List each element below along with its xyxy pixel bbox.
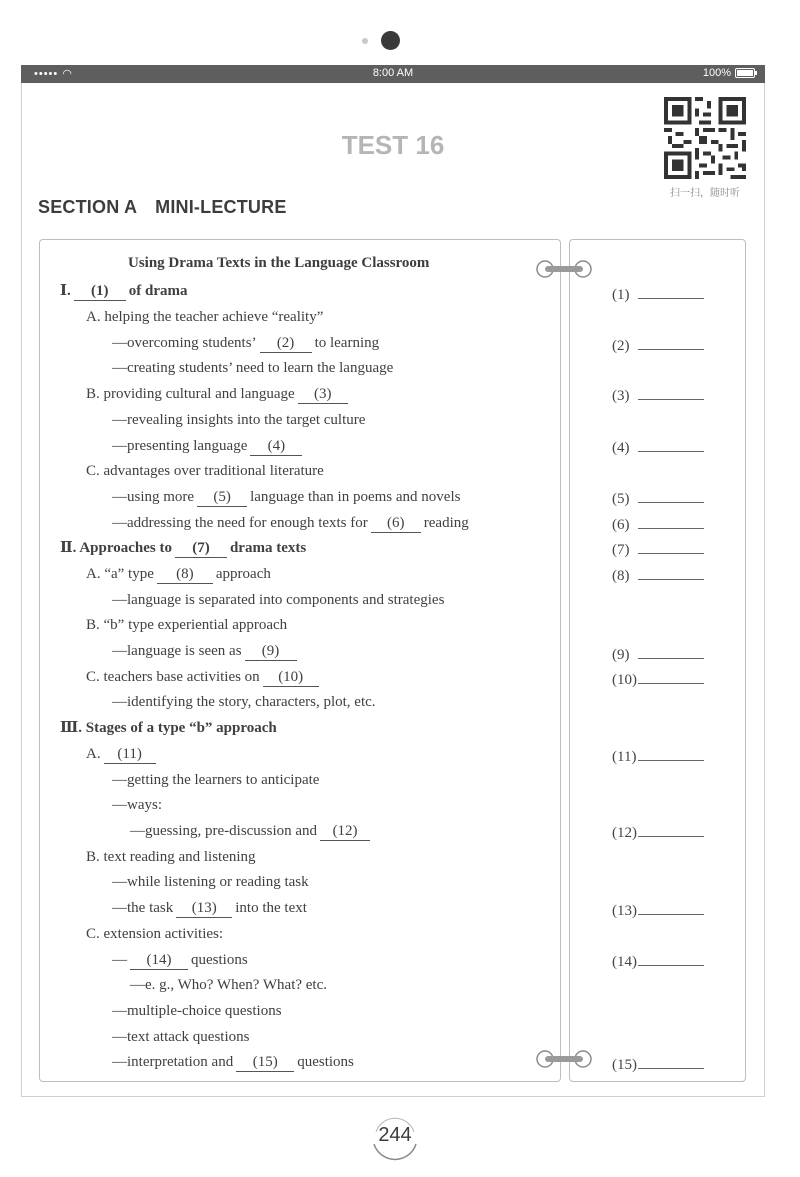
answer-blank[interactable]	[638, 488, 704, 503]
outline-line: A. helping the teacher achieve “reality”	[86, 309, 324, 325]
binder-ring-icon	[535, 1048, 595, 1070]
answer-line	[612, 488, 704, 509]
blank-field: (10)	[263, 668, 319, 687]
outline-line: —creating students’ need to learn the language	[112, 360, 394, 376]
line-text: —presenting language	[112, 438, 248, 454]
answer-line	[612, 437, 704, 458]
outline-line	[112, 1052, 354, 1072]
binder-ring-icon	[535, 258, 595, 280]
answer-blank[interactable]	[638, 669, 704, 684]
answer-number: (15)	[612, 1057, 637, 1073]
outline-line: Ⅲ. Stages of a type “b” approach	[60, 720, 277, 736]
outline-line	[112, 641, 300, 661]
blank-field: (7)	[175, 539, 227, 558]
answer-line	[612, 284, 704, 305]
outline-line: —while listening or reading task	[112, 874, 309, 890]
line-text: of drama	[128, 283, 188, 299]
outline-line	[112, 950, 248, 970]
line-text: —interpretation and	[112, 1054, 234, 1070]
answer-line	[612, 539, 704, 560]
answer-line	[612, 335, 704, 356]
line-text: language than in poems and novels	[250, 489, 461, 505]
blank-field: (9)	[245, 642, 297, 661]
answer-number: (10)	[612, 672, 637, 688]
outline-line: —getting the learners to anticipate	[112, 772, 320, 788]
answer-number: (5)	[612, 491, 630, 507]
outline-line	[112, 333, 379, 353]
line-text: A. “a” type	[86, 566, 154, 582]
qr-caption: 扫一扫，随时听	[670, 188, 740, 199]
section-label: SECTION A	[38, 197, 138, 217]
answer-number: (1)	[612, 287, 630, 303]
outline-line: —revealing insights into the target culture	[112, 412, 366, 428]
status-bar	[21, 65, 765, 83]
page-number	[368, 1110, 422, 1164]
test-title: TEST 16	[341, 130, 445, 160]
blank-field: (4)	[250, 437, 302, 456]
answer-blank[interactable]	[638, 385, 704, 400]
battery-icon	[735, 68, 755, 78]
outline-line: C. advantages over traditional literature	[86, 463, 324, 479]
line-text: into the text	[235, 900, 307, 916]
answer-line	[612, 565, 704, 586]
blank-field: (13)	[176, 899, 232, 918]
line-text: —addressing the need for enough texts for	[112, 515, 368, 531]
answer-blank[interactable]	[638, 822, 704, 837]
line-text: —guessing, pre-discussion and	[130, 823, 318, 839]
outline-line: —identifying the story, characters, plot, etc.	[112, 694, 376, 710]
line-text: questions	[191, 952, 248, 968]
outline-title: Using Drama Texts in the Language Classroom	[128, 255, 430, 271]
line-text: approach	[215, 566, 271, 582]
outline-line	[86, 384, 351, 404]
outline-line: B. “b” type experiential approach	[86, 617, 288, 633]
line-text: —	[112, 952, 127, 968]
camera-sensor	[362, 38, 368, 44]
line-text: —overcoming students’	[112, 335, 257, 351]
answer-line	[612, 900, 704, 921]
answer-number: (9)	[612, 647, 630, 663]
outline-line	[86, 564, 271, 584]
line-text: to learning	[314, 335, 380, 351]
answer-number: (2)	[612, 338, 630, 354]
line-text: —using more	[112, 489, 195, 505]
answer-line	[612, 1054, 704, 1075]
answer-line	[612, 669, 704, 690]
line-text: drama texts	[229, 540, 307, 556]
answer-blank[interactable]	[638, 514, 704, 529]
line-text: C. teachers base activities on	[86, 669, 260, 685]
camera-lens	[381, 31, 400, 50]
answer-blank[interactable]	[638, 1054, 704, 1069]
line-text: questions	[297, 1054, 354, 1070]
answer-line	[612, 951, 704, 972]
answer-number: (3)	[612, 388, 630, 404]
outline-line	[112, 513, 469, 533]
answer-blank[interactable]	[638, 437, 704, 452]
answer-blank[interactable]	[638, 644, 704, 659]
answer-number: (4)	[612, 440, 630, 456]
blank-field: (12)	[320, 822, 370, 841]
blank-field: (15)	[236, 1053, 294, 1072]
blank-field: (2)	[260, 334, 312, 353]
outline-line: —e. g., Who? When? What? etc.	[130, 977, 328, 993]
answer-blank[interactable]	[638, 746, 704, 761]
battery-percent: 100%	[702, 67, 731, 79]
blank-field: (14)	[130, 951, 188, 970]
outline-line	[86, 667, 322, 687]
outline-line	[112, 487, 460, 507]
outline-line: —multiple-choice questions	[112, 1003, 282, 1019]
line-text: A.	[86, 746, 101, 762]
blank-field: (11)	[104, 745, 156, 764]
answer-blank[interactable]	[638, 539, 704, 554]
answer-number: (11)	[612, 749, 637, 765]
answer-blank[interactable]	[638, 951, 704, 966]
answer-blank[interactable]	[638, 284, 704, 299]
outline-line	[130, 821, 373, 841]
answer-number: (14)	[612, 954, 637, 970]
line-text: Ⅱ. Approaches to	[60, 540, 172, 556]
outline-line	[112, 898, 307, 918]
outline-line: B. text reading and listening	[86, 849, 256, 865]
outline-line	[112, 436, 305, 456]
outline-line: —ways:	[112, 797, 162, 813]
blank-field: (8)	[157, 565, 213, 584]
outline-line: —language is separated into components and strategies	[112, 592, 445, 608]
line-text: Ⅰ.	[60, 283, 71, 299]
answer-blank[interactable]	[638, 900, 704, 915]
answer-number: (13)	[612, 903, 637, 919]
answer-number: (6)	[612, 517, 630, 533]
outline-line	[60, 538, 306, 558]
answer-number: (7)	[612, 542, 630, 558]
battery-status	[703, 67, 755, 79]
answer-line	[612, 644, 704, 665]
blank-field: (6)	[371, 514, 421, 533]
line-text: B. providing cultural and language	[86, 386, 295, 402]
line-text: —language is seen as	[112, 643, 242, 659]
answer-blank[interactable]	[638, 565, 704, 580]
signal-indicator: ••••• ◠	[34, 68, 73, 80]
outline-line: C. extension activities:	[86, 926, 224, 942]
section-title	[38, 197, 287, 218]
outline-line	[86, 744, 159, 764]
page-number-text: 244	[378, 1124, 412, 1146]
line-text: reading	[423, 515, 469, 531]
blank-field: (3)	[298, 385, 348, 404]
answer-line	[612, 514, 704, 535]
line-text: —the task	[112, 900, 174, 916]
blank-field: (1)	[74, 282, 126, 301]
section-name: MINI-LECTURE	[155, 197, 287, 217]
outline-line	[60, 281, 188, 301]
outline-line: —text attack questions	[112, 1029, 250, 1045]
answer-number: (12)	[612, 825, 637, 841]
wifi-icon: ◠	[62, 68, 73, 80]
status-time: 8:00 AM	[372, 67, 414, 79]
answer-blank[interactable]	[638, 335, 704, 350]
answer-number: (8)	[612, 568, 630, 584]
qr-code-icon	[664, 97, 746, 179]
answer-line	[612, 822, 704, 843]
answer-line	[612, 385, 704, 406]
answer-line	[612, 746, 704, 767]
blank-field: (5)	[197, 488, 247, 507]
